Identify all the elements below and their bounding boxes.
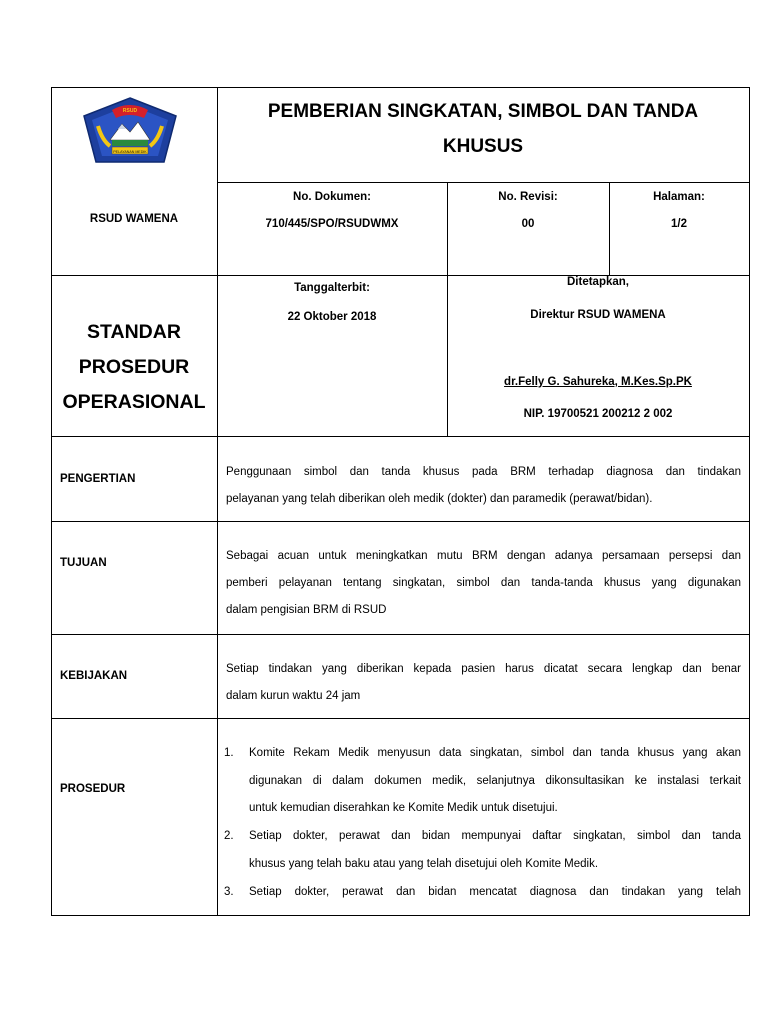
page-value: 1/2 xyxy=(671,218,687,230)
kebijakan-line: dalam kurun waktu 24 jam xyxy=(226,690,361,702)
prosedur-step-2 xyxy=(224,823,741,879)
step-number: 1. xyxy=(224,747,234,759)
tujuan-line: dalam pengisian BRM di RSUD xyxy=(226,604,387,616)
pengertian-divider xyxy=(51,521,750,522)
tujuan-divider xyxy=(51,634,750,635)
table-border-left xyxy=(51,87,52,915)
spo-title-line1: STANDAR xyxy=(87,321,181,343)
step-number: 3. xyxy=(224,886,234,898)
table-border-bottom xyxy=(51,915,750,916)
table-border-right xyxy=(749,87,750,915)
step-line: untuk kemudian diserahkan ke Komite Medik untuk disetujui. xyxy=(249,802,558,814)
document-title-line2: KHUSUS xyxy=(442,136,524,157)
column-divider xyxy=(217,87,218,915)
svg-text:PELAYANAN MEDIK: PELAYANAN MEDIK xyxy=(113,150,147,154)
spo-title-line2: PROSEDUR xyxy=(78,356,190,378)
step-line: khusus yang telah baku atau yang telah disetujui oleh Komite Medik. xyxy=(249,857,599,870)
hospital-logo xyxy=(82,96,178,166)
hospital-name: RSUD WAMENA xyxy=(89,213,179,225)
tujuan-label: TUJUAN xyxy=(60,557,107,569)
table-border-top xyxy=(51,87,750,88)
step-line: Setiap dokter, perawat dan bidan mempunyai daftar singkatan, simbol dan tanda xyxy=(249,830,741,842)
revision-value: 00 xyxy=(521,218,535,230)
pengertian-text xyxy=(226,459,741,513)
spo-divider xyxy=(51,436,750,437)
tujuan-line: Sebagai acuan untuk meningkatkan mutu BRM dengan adanya persamaan persepsi dan xyxy=(226,550,741,562)
pengertian-line: pelayanan yang telah diberikan oleh medik (dokter) dan paramedik (perawat/bidan). xyxy=(226,493,653,505)
revision-label: No. Revisi: xyxy=(498,191,558,203)
pengertian-label: PENGERTIAN xyxy=(60,473,136,485)
prosedur-step-1 xyxy=(224,740,741,823)
tujuan-line: pemberi pelayanan tentang singkatan, simbol dan tanda-tanda khusus yang digunakan xyxy=(226,577,741,589)
pengertian-line: Penggunaan simbol dan tanda khusus pada BRM terhadap diagnosa dan tindakan xyxy=(226,466,741,478)
kebijakan-text xyxy=(226,656,741,710)
director-nip: NIP. 19700521 200212 2 002 xyxy=(523,408,673,420)
spo-title-line3: OPERASIONAL xyxy=(62,391,206,413)
tujuan-text xyxy=(226,543,741,624)
director-name: dr.Felly G. Sahureka, M.Kes.Sp.PK xyxy=(504,376,692,388)
step-line: Setiap dokter, perawat dan bidan mencatat diagnosa dan tindakan yang telah xyxy=(249,886,741,898)
svg-text:RSUD: RSUD xyxy=(122,108,138,114)
prosedur-step-3 xyxy=(224,879,741,907)
document-title-line1: PEMBERIAN SINGKATAN, SIMBOL DAN TANDA xyxy=(267,101,699,122)
approval-label: Ditetapkan, xyxy=(567,276,629,288)
doc-number-value: 710/445/SPO/RSUDWMX xyxy=(265,218,399,230)
issue-date-value: 22 Oktober 2018 xyxy=(287,311,377,323)
director-title: Direktur RSUD WAMENA xyxy=(530,309,666,321)
kebijakan-divider xyxy=(51,718,750,719)
step-line: Komite Rekam Medik menyusun data singkatan, simbol dan tanda khusus yang akan xyxy=(249,747,741,759)
kebijakan-label: KEBIJAKAN xyxy=(60,670,128,682)
step-line: digunakan di dalam dokumen medik, selanjutnya dikonsultasikan ke instalasi terkait xyxy=(249,774,741,787)
prosedur-label: PROSEDUR xyxy=(60,783,126,795)
step-number: 2. xyxy=(224,830,234,842)
hospital-logo-icon xyxy=(82,96,178,166)
issue-date-label: Tanggalterbit: xyxy=(294,282,370,294)
title-divider xyxy=(217,182,749,183)
page-label: Halaman: xyxy=(653,191,705,203)
kebijakan-line: Setiap tindakan yang diberikan kepada pasien harus dicatat secara lengkap dan benar xyxy=(226,663,741,675)
doc-number-label: No. Dokumen: xyxy=(293,191,371,203)
